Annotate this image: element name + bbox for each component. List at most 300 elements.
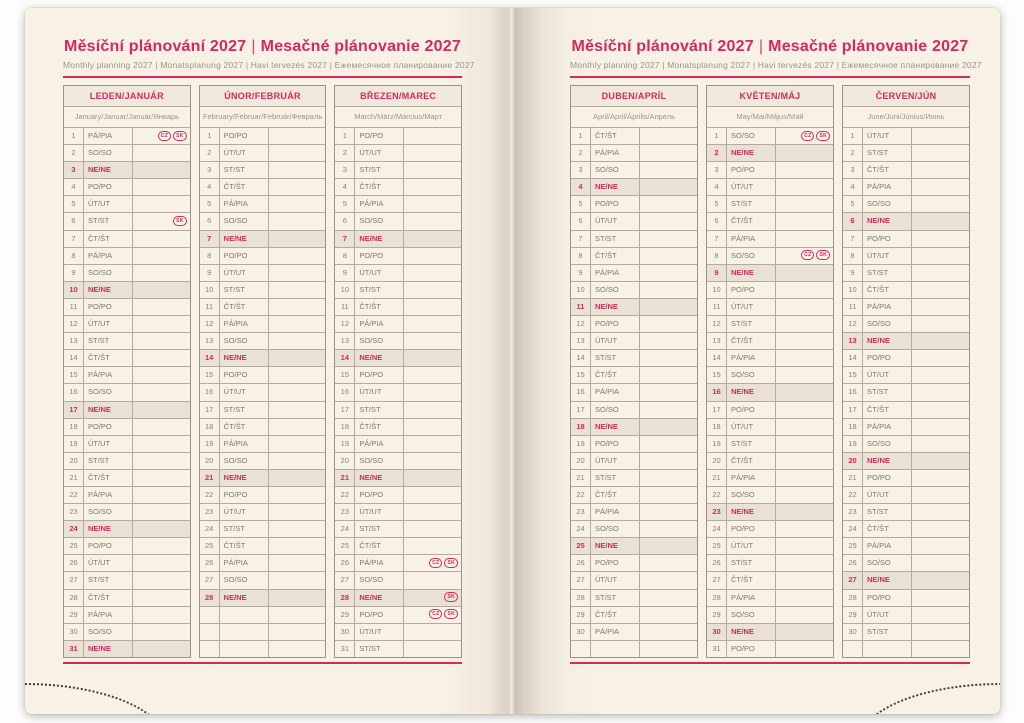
day-abbreviation: SO/SO xyxy=(355,213,404,229)
day-abbreviation: PÁ/PIA xyxy=(355,316,404,332)
day-number: 1 xyxy=(571,128,591,144)
notes-cell xyxy=(640,196,697,212)
month-name: BŘEZEN/MAREC xyxy=(335,86,461,107)
day-abbreviation: ST/ST xyxy=(863,504,912,520)
day-number: 18 xyxy=(843,419,863,435)
day-row xyxy=(571,350,697,367)
day-abbreviation: ČT/ŠT xyxy=(591,487,640,503)
day-abbreviation: PO/PO xyxy=(591,316,640,332)
day-abbreviation: NE/NE xyxy=(727,624,776,640)
day-row xyxy=(200,402,326,419)
day-abbreviation: NE/NE xyxy=(84,402,133,418)
day-abbreviation: ST/ST xyxy=(863,265,912,281)
day-number: 10 xyxy=(571,282,591,298)
day-number xyxy=(200,641,220,657)
day-number: 20 xyxy=(571,453,591,469)
day-number: 25 xyxy=(843,538,863,554)
day-abbreviation: ST/ST xyxy=(591,350,640,366)
notes-cell xyxy=(269,179,326,195)
day-abbreviation: NE/NE xyxy=(220,470,269,486)
day-abbreviation: PO/PO xyxy=(84,538,133,554)
notes-cell xyxy=(269,504,326,520)
day-abbreviation: NE/NE xyxy=(727,504,776,520)
day-number: 25 xyxy=(707,538,727,554)
day-abbreviation: SO/SO xyxy=(84,384,133,400)
notes-cell xyxy=(404,402,461,418)
notes-cell xyxy=(404,538,461,554)
notes-cell xyxy=(640,384,697,400)
day-row xyxy=(843,538,969,555)
day-row xyxy=(843,265,969,282)
day-row xyxy=(335,299,461,316)
day-number xyxy=(200,607,220,623)
day-number: 20 xyxy=(843,453,863,469)
day-number: 25 xyxy=(200,538,220,554)
day-number: 10 xyxy=(335,282,355,298)
day-row xyxy=(64,590,190,607)
day-number: 29 xyxy=(707,607,727,623)
notes-cell xyxy=(776,299,833,315)
day-row xyxy=(335,607,461,624)
day-number: 22 xyxy=(64,487,84,503)
day-number: 9 xyxy=(335,265,355,281)
holiday-badge-sk: SK xyxy=(816,131,830,141)
notes-cell xyxy=(776,128,833,144)
day-row xyxy=(843,367,969,384)
day-row xyxy=(843,196,969,213)
day-row xyxy=(64,179,190,196)
notes-cell xyxy=(269,282,326,298)
day-row xyxy=(571,145,697,162)
day-abbreviation: ST/ST xyxy=(863,624,912,640)
day-row xyxy=(843,487,969,504)
day-row xyxy=(335,470,461,487)
day-abbreviation: NE/NE xyxy=(863,333,912,349)
day-number: 5 xyxy=(200,196,220,212)
notes-cell xyxy=(912,453,969,469)
month-subtitle: April/April/Április/Апрель xyxy=(571,107,697,128)
day-row xyxy=(200,213,326,230)
day-abbreviation: SO/SO xyxy=(355,453,404,469)
day-abbreviation: NE/NE xyxy=(220,231,269,247)
day-abbreviation: ÚT/UT xyxy=(591,333,640,349)
day-row xyxy=(64,419,190,436)
day-abbreviation: PÁ/PIA xyxy=(220,555,269,571)
day-number: 7 xyxy=(200,231,220,247)
day-row xyxy=(200,607,326,624)
notes-cell xyxy=(133,487,190,503)
month-subtitle: March/März/Március/Март xyxy=(335,107,461,128)
day-abbreviation: SO/SO xyxy=(84,265,133,281)
page-title xyxy=(63,38,462,56)
day-abbreviation: PÁ/PIA xyxy=(220,316,269,332)
day-row xyxy=(200,555,326,572)
day-row xyxy=(707,384,833,401)
notes-cell xyxy=(776,624,833,640)
day-abbreviation: PO/PO xyxy=(727,162,776,178)
day-row xyxy=(843,572,969,589)
day-row xyxy=(335,145,461,162)
day-abbreviation: NE/NE xyxy=(220,350,269,366)
day-row xyxy=(200,572,326,589)
day-number: 17 xyxy=(64,402,84,418)
notes-cell xyxy=(640,607,697,623)
day-row xyxy=(707,402,833,419)
day-row xyxy=(843,607,969,624)
day-number: 18 xyxy=(707,419,727,435)
holiday-badge-cz: CZ xyxy=(429,609,442,619)
day-number: 23 xyxy=(707,504,727,520)
notes-cell xyxy=(640,572,697,588)
day-number: 23 xyxy=(200,504,220,520)
day-abbreviation: ST/ST xyxy=(355,521,404,537)
notes-cell xyxy=(640,590,697,606)
day-row xyxy=(843,555,969,572)
day-abbreviation: NE/NE xyxy=(591,179,640,195)
notes-cell xyxy=(912,624,969,640)
day-row xyxy=(64,607,190,624)
day-row xyxy=(843,145,969,162)
day-number: 26 xyxy=(571,555,591,571)
day-abbreviation: NE/NE xyxy=(727,265,776,281)
day-number: 11 xyxy=(571,299,591,315)
day-row xyxy=(571,367,697,384)
day-abbreviation: ÚT/UT xyxy=(591,572,640,588)
day-number: 7 xyxy=(707,231,727,247)
notes-cell xyxy=(912,162,969,178)
day-abbreviation: NE/NE xyxy=(355,350,404,366)
day-number: 4 xyxy=(200,179,220,195)
day-abbreviation: PO/PO xyxy=(355,607,404,623)
notes-cell xyxy=(404,196,461,212)
day-row xyxy=(335,504,461,521)
day-abbreviation: PO/PO xyxy=(84,419,133,435)
day-row xyxy=(843,316,969,333)
day-abbreviation: ST/ST xyxy=(84,572,133,588)
notes-cell xyxy=(133,607,190,623)
day-row xyxy=(335,590,461,607)
header-rule xyxy=(570,76,970,78)
notes-cell xyxy=(404,128,461,144)
day-row xyxy=(64,213,190,230)
day-number: 16 xyxy=(64,384,84,400)
day-number: 26 xyxy=(707,555,727,571)
holiday-badge-cz: CZ xyxy=(801,250,814,260)
notes-cell xyxy=(912,316,969,332)
day-number: 21 xyxy=(707,470,727,486)
day-abbreviation: NE/NE xyxy=(355,590,404,606)
day-number: 21 xyxy=(843,470,863,486)
notes-cell xyxy=(133,419,190,435)
day-abbreviation: PO/PO xyxy=(220,248,269,264)
day-number: 24 xyxy=(64,521,84,537)
day-abbreviation: ST/ST xyxy=(355,162,404,178)
day-abbreviation: ČT/ŠT xyxy=(84,231,133,247)
notes-cell xyxy=(776,487,833,503)
day-abbreviation: PO/PO xyxy=(84,299,133,315)
day-number xyxy=(200,624,220,640)
day-number: 1 xyxy=(843,128,863,144)
day-number: 18 xyxy=(64,419,84,435)
day-row xyxy=(64,384,190,401)
day-row xyxy=(843,231,969,248)
notes-cell xyxy=(912,213,969,229)
day-number: 13 xyxy=(707,333,727,349)
day-abbreviation: ČT/ŠT xyxy=(863,402,912,418)
day-number: 6 xyxy=(64,213,84,229)
notes-cell xyxy=(640,299,697,315)
day-row xyxy=(843,419,969,436)
day-number: 19 xyxy=(64,436,84,452)
day-number: 13 xyxy=(843,333,863,349)
day-row xyxy=(571,521,697,538)
day-row xyxy=(843,384,969,401)
page-title-slovak: Mesačné plánovanie 2027 xyxy=(768,38,969,55)
day-abbreviation: ČT/ŠT xyxy=(220,179,269,195)
day-row xyxy=(335,179,461,196)
day-abbreviation: PO/PO xyxy=(727,641,776,657)
day-number: 7 xyxy=(335,231,355,247)
day-number: 14 xyxy=(843,350,863,366)
notes-cell xyxy=(640,248,697,264)
day-abbreviation: NE/NE xyxy=(591,419,640,435)
day-number: 2 xyxy=(707,145,727,161)
day-abbreviation: PÁ/PIA xyxy=(84,128,133,144)
day-number: 23 xyxy=(64,504,84,520)
day-abbreviation: PÁ/PIA xyxy=(84,248,133,264)
notes-cell xyxy=(133,299,190,315)
day-number: 16 xyxy=(335,384,355,400)
day-row xyxy=(64,299,190,316)
day-row xyxy=(843,248,969,265)
day-number: 4 xyxy=(64,179,84,195)
notes-cell xyxy=(776,453,833,469)
notes-cell xyxy=(404,504,461,520)
day-abbreviation: ČT/ŠT xyxy=(863,162,912,178)
day-row xyxy=(707,641,833,657)
notes-cell xyxy=(404,572,461,588)
day-row xyxy=(200,470,326,487)
day-number: 8 xyxy=(571,248,591,264)
notes-cell xyxy=(133,333,190,349)
day-number: 31 xyxy=(707,641,727,657)
day-number: 16 xyxy=(843,384,863,400)
day-row xyxy=(707,162,833,179)
day-row xyxy=(571,436,697,453)
day-abbreviation: ÚT/UT xyxy=(591,453,640,469)
day-abbreviation: PO/PO xyxy=(84,179,133,195)
notes-cell xyxy=(776,436,833,452)
day-row xyxy=(335,367,461,384)
day-abbreviation: PÁ/PIA xyxy=(863,419,912,435)
day-row xyxy=(200,231,326,248)
notes-cell xyxy=(404,213,461,229)
day-number: 9 xyxy=(571,265,591,281)
day-abbreviation: PÁ/PIA xyxy=(727,590,776,606)
notes-cell xyxy=(404,384,461,400)
day-number: 26 xyxy=(843,555,863,571)
day-number: 15 xyxy=(200,367,220,383)
day-number: 30 xyxy=(64,624,84,640)
day-abbreviation: SO/SO xyxy=(84,145,133,161)
notes-cell xyxy=(404,521,461,537)
day-number: 24 xyxy=(843,521,863,537)
notes-cell xyxy=(133,231,190,247)
day-number: 11 xyxy=(707,299,727,315)
day-number: 5 xyxy=(843,196,863,212)
notes-cell xyxy=(269,231,326,247)
day-row xyxy=(571,555,697,572)
day-number: 27 xyxy=(843,572,863,588)
notes-cell xyxy=(640,367,697,383)
day-number: 7 xyxy=(843,231,863,247)
day-number: 12 xyxy=(707,316,727,332)
notes-cell xyxy=(640,179,697,195)
day-abbreviation: ÚT/UT xyxy=(84,316,133,332)
day-abbreviation: PO/PO xyxy=(727,282,776,298)
day-abbreviation: PÁ/PIA xyxy=(355,196,404,212)
day-row xyxy=(200,179,326,196)
day-row xyxy=(843,453,969,470)
day-number: 15 xyxy=(335,367,355,383)
day-number: 22 xyxy=(200,487,220,503)
notes-cell xyxy=(776,504,833,520)
page-subtitle-multilanguage: Monthly planning 2027 | Monatsplanung 2027 | Havi tervezés 2027 | Ежемесячное планирование 2027 xyxy=(570,60,982,70)
day-abbreviation: PO/PO xyxy=(220,367,269,383)
month-subtitle: January/Januar/Január/Январь xyxy=(64,107,190,128)
day-abbreviation: ÚT/UT xyxy=(727,299,776,315)
day-row xyxy=(707,607,833,624)
day-abbreviation: ÚT/UT xyxy=(863,248,912,264)
day-row xyxy=(200,453,326,470)
day-number: 20 xyxy=(200,453,220,469)
day-row xyxy=(707,470,833,487)
notes-cell xyxy=(912,555,969,571)
day-abbreviation: PÁ/PIA xyxy=(591,145,640,161)
day-row xyxy=(843,436,969,453)
notes-cell xyxy=(133,282,190,298)
day-row xyxy=(64,265,190,282)
day-number: 22 xyxy=(571,487,591,503)
day-number: 14 xyxy=(707,350,727,366)
day-row xyxy=(571,333,697,350)
month-table xyxy=(706,85,834,658)
day-row xyxy=(571,572,697,589)
day-row xyxy=(64,145,190,162)
day-abbreviation: ČT/ŠT xyxy=(84,350,133,366)
notes-cell xyxy=(404,162,461,178)
month-table xyxy=(842,85,970,658)
day-number: 21 xyxy=(200,470,220,486)
day-row xyxy=(335,333,461,350)
day-row xyxy=(707,350,833,367)
day-row xyxy=(64,538,190,555)
page-title-slovak: Mesačné plánovanie 2027 xyxy=(260,38,461,55)
day-row xyxy=(571,248,697,265)
day-abbreviation: PÁ/PIA xyxy=(863,179,912,195)
day-row xyxy=(843,641,969,657)
notes-cell xyxy=(404,607,461,623)
day-number: 2 xyxy=(64,145,84,161)
notes-cell xyxy=(404,470,461,486)
day-abbreviation: PÁ/PIA xyxy=(591,384,640,400)
day-row xyxy=(200,504,326,521)
day-number: 16 xyxy=(707,384,727,400)
day-number: 4 xyxy=(707,179,727,195)
notes-cell xyxy=(269,419,326,435)
day-abbreviation: ÚT/UT xyxy=(355,624,404,640)
day-row xyxy=(707,590,833,607)
day-row xyxy=(571,231,697,248)
notes-cell xyxy=(269,470,326,486)
day-abbreviation: ÚT/UT xyxy=(863,487,912,503)
title-separator: | xyxy=(251,38,256,55)
day-row xyxy=(571,453,697,470)
day-number: 28 xyxy=(707,590,727,606)
notes-cell xyxy=(133,196,190,212)
notes-cell xyxy=(133,145,190,161)
day-number: 10 xyxy=(64,282,84,298)
notes-cell xyxy=(640,265,697,281)
day-row xyxy=(843,333,969,350)
day-number: 15 xyxy=(64,367,84,383)
notes-cell xyxy=(912,299,969,315)
day-abbreviation: ST/ST xyxy=(727,196,776,212)
day-abbreviation: PO/PO xyxy=(220,487,269,503)
day-row xyxy=(200,248,326,265)
day-row xyxy=(571,196,697,213)
notes-cell xyxy=(269,248,326,264)
day-abbreviation: ČT/ŠT xyxy=(220,299,269,315)
diary-spread xyxy=(25,8,1000,714)
day-number: 9 xyxy=(200,265,220,281)
notes-cell xyxy=(776,555,833,571)
notes-cell xyxy=(269,265,326,281)
day-number: 29 xyxy=(335,607,355,623)
notes-cell xyxy=(912,384,969,400)
day-row xyxy=(843,282,969,299)
day-number: 21 xyxy=(571,470,591,486)
day-number: 6 xyxy=(335,213,355,229)
notes-cell xyxy=(640,213,697,229)
day-abbreviation: ÚT/UT xyxy=(220,265,269,281)
day-row xyxy=(843,299,969,316)
day-abbreviation: NE/NE xyxy=(84,162,133,178)
day-number: 23 xyxy=(571,504,591,520)
day-abbreviation: PÁ/PIA xyxy=(727,350,776,366)
day-row xyxy=(64,470,190,487)
day-abbreviation: PO/PO xyxy=(727,402,776,418)
day-abbreviation: PO/PO xyxy=(863,231,912,247)
notes-cell xyxy=(640,436,697,452)
notes-cell xyxy=(133,538,190,554)
day-abbreviation: ÚT/UT xyxy=(863,128,912,144)
day-number: 2 xyxy=(335,145,355,161)
notes-cell xyxy=(912,196,969,212)
day-abbreviation: SO/SO xyxy=(727,248,776,264)
month-name: ÚNOR/FEBRUÁR xyxy=(200,86,326,107)
day-abbreviation: PO/PO xyxy=(727,521,776,537)
day-number: 1 xyxy=(707,128,727,144)
day-row xyxy=(64,521,190,538)
day-abbreviation: SO/SO xyxy=(84,504,133,520)
day-number: 5 xyxy=(64,196,84,212)
day-abbreviation: PÁ/PIA xyxy=(84,607,133,623)
day-number: 6 xyxy=(571,213,591,229)
day-abbreviation: ÚT/UT xyxy=(84,196,133,212)
day-row xyxy=(843,590,969,607)
day-abbreviation: PÁ/PIA xyxy=(220,196,269,212)
